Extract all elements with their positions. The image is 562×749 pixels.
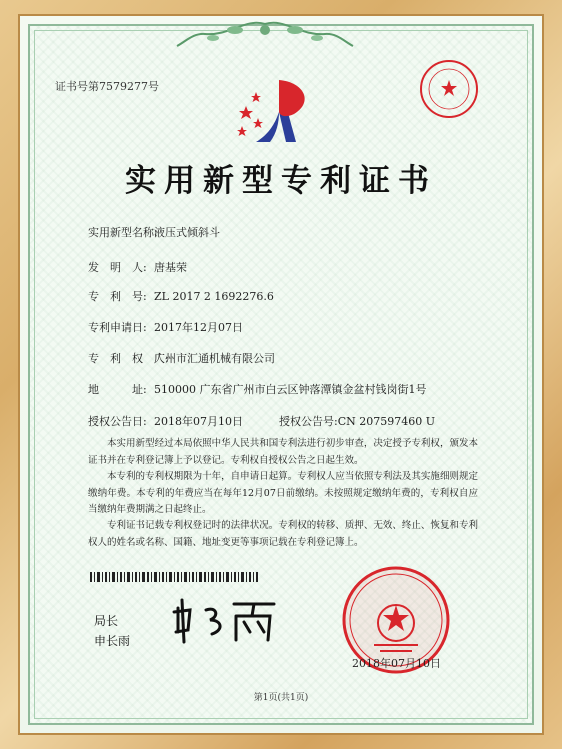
barcode-icon [90, 572, 258, 582]
field-utility-model-name [88, 224, 220, 240]
field-patent-number [88, 288, 274, 304]
grant-number-label: 授权公告号: [279, 415, 338, 428]
field-label: 专 利 权 人: [88, 352, 169, 365]
field-label: 专利申请日: [88, 321, 147, 334]
director-title: 局长 [94, 614, 119, 628]
field-value: 唐基荣 [154, 261, 187, 274]
field-address [88, 381, 427, 397]
field-label: 实用新型名称: [88, 226, 158, 239]
certificate-title: 实用新型专利证书 [125, 163, 437, 199]
field-value: 510000 广东省广州市白云区钟落潭镇金盆村钱岗街1号 [154, 383, 427, 396]
field-application-date [88, 319, 243, 335]
handwritten-signature-icon [170, 596, 280, 646]
grant-number-value: CN 207597460 U [337, 415, 436, 428]
field-label: 授权公告日: [88, 415, 147, 428]
patent-office-logo-icon [234, 72, 324, 152]
field-value: 广州市汇通机械有限公司 [154, 352, 275, 365]
paragraph-grant-statement: 本实用新型经过本局依照中华人民共和国专利法进行初步审查，决定授予专利权，颁发本证书并在专利登记簿上予以登记。专利权自授权公告之日起生效。 [88, 438, 478, 466]
seal-date: 2018年07月10日 [352, 657, 441, 670]
field-grant-date [88, 413, 435, 429]
field-value: 2018年07月10日 [154, 415, 243, 428]
field-label: 地 址: [88, 383, 147, 396]
field-inventor [88, 259, 187, 275]
floral-ornament-icon [175, 16, 355, 56]
field-value: 液压式倾斜斗 [154, 226, 220, 239]
field-label: 专 利 号: [88, 290, 147, 303]
field-patentee [88, 350, 275, 366]
page-number: 第1页(共1页) [253, 693, 309, 703]
paragraph-legal-status: 专利证书记载专利权登记时的法律状况。专利权的转移、质押、无效、终止、恢复和专利权人的姓名或名称、国籍、地址变更等事项记载在专利登记簿上。 [88, 520, 478, 548]
certificate-number: 证书号第7579277号 [55, 80, 159, 93]
field-value: ZL 2017 2 1692276.6 [154, 290, 274, 303]
agency-stamp-icon [418, 58, 480, 120]
paragraph-term-and-fees: 本专利的专利权期限为十年，自申请日起算。专利权人应当依照专利法及其实施细则规定缴纳年费。本专利的年费应当在每年12月07日前缴纳。未按照规定缴纳年费的，专利权自应当缴纳年费期满之日起终止。 [88, 471, 478, 515]
director-name: 申长雨 [94, 634, 131, 648]
field-label: 发 明 人: [88, 261, 147, 274]
field-value: 2017年12月07日 [154, 321, 243, 334]
